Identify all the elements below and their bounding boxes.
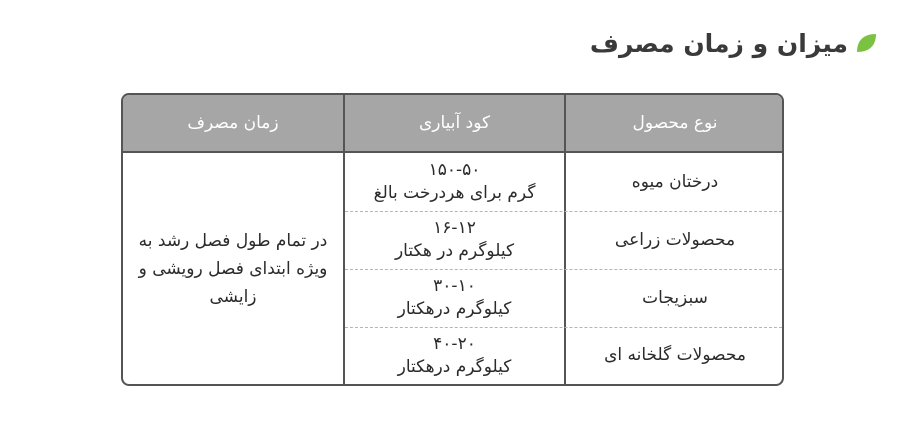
dose-value: ۱۶-۱۲ (433, 218, 476, 238)
time-cell (123, 153, 343, 384)
dose-value: ۴۰-۲۰ (433, 333, 476, 354)
product-name: محصولات زراعی (614, 229, 736, 250)
dose-cell (345, 153, 564, 211)
dose-cell (345, 327, 564, 384)
product-name: درختان میوه (631, 171, 719, 192)
dose-cell (345, 211, 564, 269)
page-title: میزان و زمان مصرف (589, 28, 848, 58)
table-header (123, 95, 782, 153)
dose-cell (345, 269, 564, 327)
dose-unit: گرم برای هردرخت بالغ (373, 183, 536, 203)
dose-value: ۳۰-۱۰ (433, 276, 476, 296)
header-time: زمان مصرف (187, 113, 279, 133)
usage-table (121, 93, 784, 386)
dose-unit: کیلوگرم درهکتار (397, 356, 512, 377)
section-heading (590, 26, 878, 60)
product-name: محصولات گلخانه ای (604, 345, 746, 365)
product-cell (566, 153, 784, 211)
product-name: سبزیجات (642, 287, 708, 308)
leaf-icon (854, 31, 878, 55)
dose-unit: کیلوگرم در هکتار (394, 241, 515, 261)
product-cell (566, 269, 784, 327)
product-cell (566, 327, 784, 384)
dose-value: ۱۵۰-۵۰ (428, 160, 481, 180)
dose-unit: کیلوگرم درهکتار (397, 299, 512, 319)
product-cell (566, 211, 784, 269)
header-dose: کود آبیاری (418, 113, 491, 133)
time-text: در تمام طول فصل رشد به ویژه ابتدای فصل رویشی و زایشی (138, 230, 328, 307)
header-product: نوع محصول (632, 113, 718, 133)
